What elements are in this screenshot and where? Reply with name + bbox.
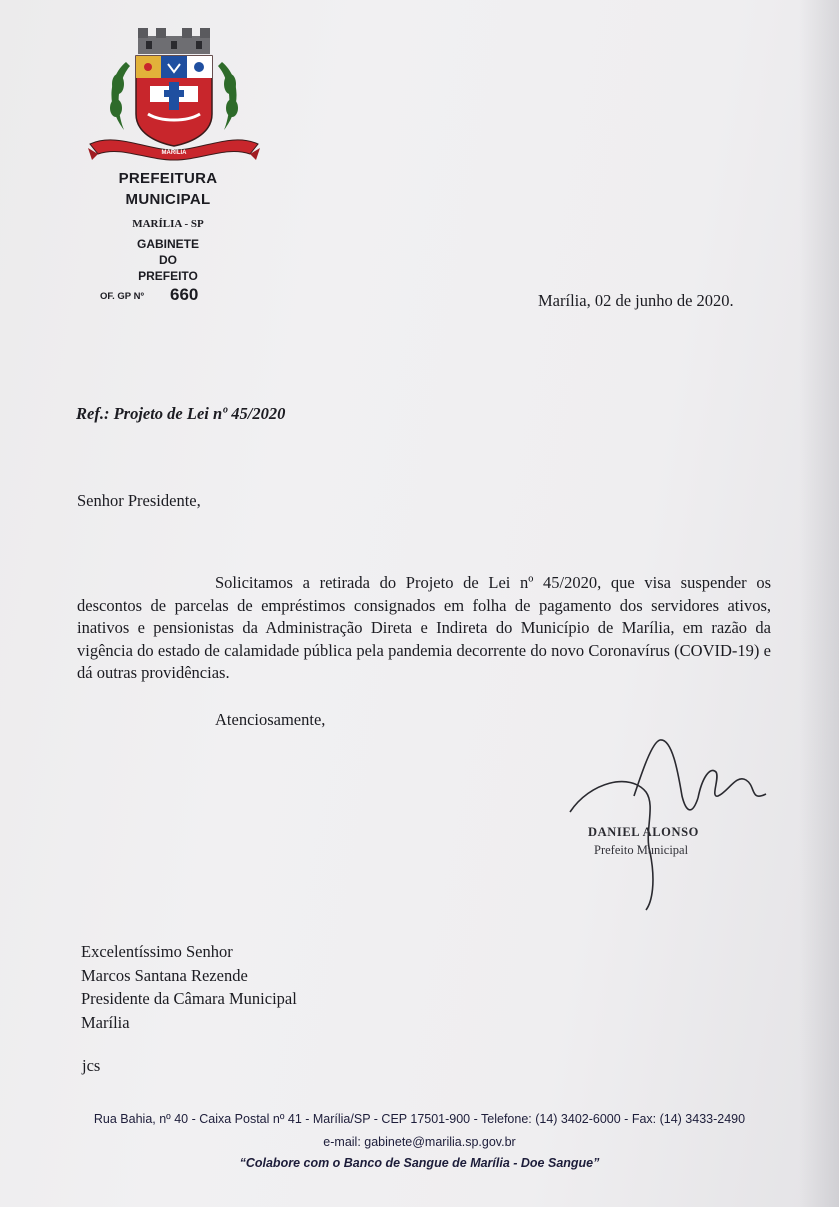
office-number: 660	[170, 285, 199, 304]
city-label: MARÍLIA - SP	[132, 218, 204, 230]
signer-title: Prefeito Municipal	[594, 843, 689, 857]
signer-name: DANIEL ALONSO	[588, 825, 699, 839]
dept-line1: GABINETE	[136, 237, 199, 251]
recipient-line3: Presidente da Câmara Municipal	[81, 989, 297, 1008]
date-line: Marília, 02 de junho de 2020.	[538, 291, 734, 310]
handwritten-signature	[560, 732, 780, 916]
body-text	[77, 572, 771, 685]
coat-of-arms-logo	[86, 22, 262, 164]
dept-line3: PREFEITO	[138, 269, 198, 283]
recipient-line2: Marcos Santana Rezende	[81, 965, 248, 985]
recipient-line1: Excelentíssimo Senhor	[81, 942, 233, 961]
footer-email: e-mail: gabinete@marilia.sp.gov.br	[323, 1135, 516, 1149]
page-shadow	[799, 0, 839, 1207]
recipient-line4: Marília	[81, 1012, 130, 1032]
org-name-line2: MUNICIPAL	[125, 191, 211, 208]
office-label: OF. GP Nº	[100, 291, 144, 302]
footer-address: Rua Bahia, nº 40 - Caixa Postal nº 41 - Marília/SP - CEP 17501-900 - Telefone: (14) 3402-6000 - Fax: (14) 3433-2490	[93, 1112, 746, 1126]
closing: Atenciosamente,	[215, 710, 326, 729]
body-paragraph: Solicitamos a retirada do Projeto de Lei nº 45/2020, que visa suspender os descontos de parcelas de empréstimos consignados em folha de pagamento dos servidores ativos, inativos e pensionistas da Administração Direta e Indireta do Município de Marília, em razão da vigência do estado de calamidade pública pela pandemia decorrente do novo Coronavírus (COVID-19) e dá outras providências.	[77, 573, 771, 682]
footer-slogan: “Colabore com o Banco de Sangue de Marília - Doe Sangue”	[239, 1156, 600, 1170]
org-name-line1: PREFEITURA	[118, 170, 218, 187]
dept-line2: DO	[159, 253, 177, 267]
seal-motto: MARÍLIA	[161, 150, 187, 156]
salutation: Senhor Presidente,	[77, 491, 201, 510]
reference-line: Ref.: Projeto de Lei nº 45/2020	[76, 404, 286, 423]
typist-initials: jcs	[82, 1056, 101, 1075]
recipient-block	[81, 940, 297, 1034]
